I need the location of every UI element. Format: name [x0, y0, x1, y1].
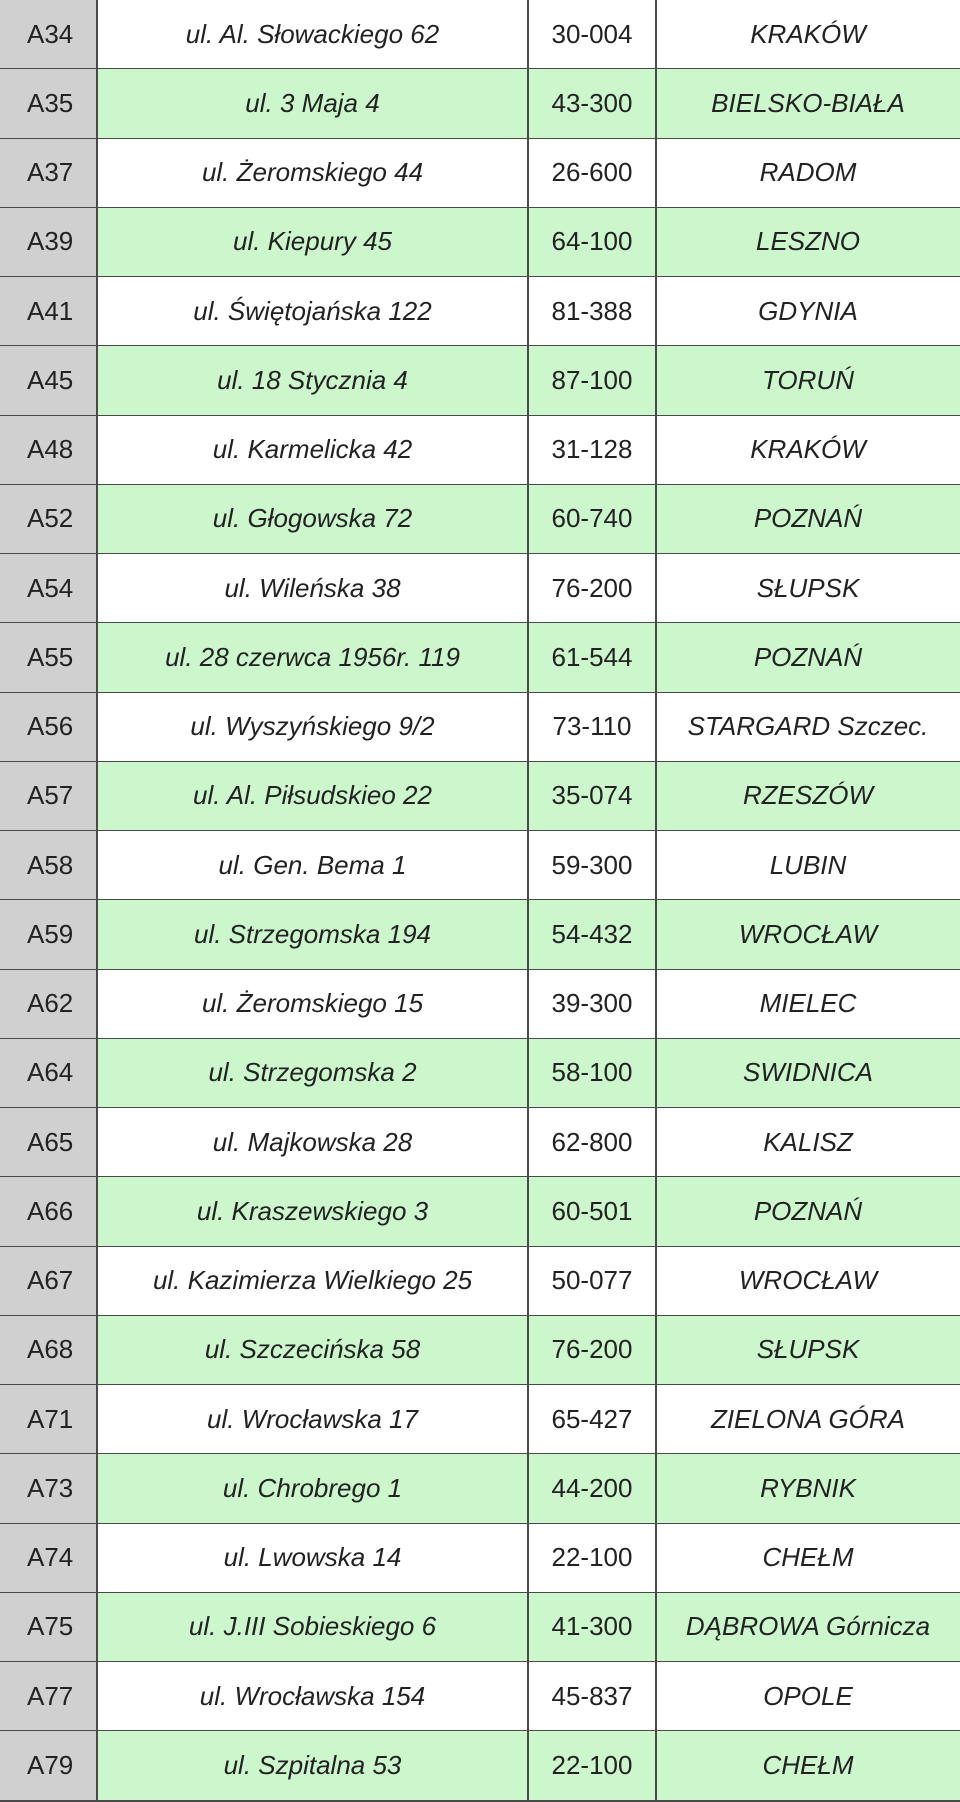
table-row	[0, 1385, 960, 1455]
city-name: POZNAŃ	[656, 485, 960, 553]
postal-code: 43-300	[528, 69, 656, 137]
city-name: LESZNO	[656, 208, 960, 276]
postal-code: 35-074	[528, 762, 656, 830]
street-address: ul. Karmelicka 42	[97, 416, 528, 484]
postal-code: 50-077	[528, 1247, 656, 1315]
table-row	[0, 1177, 960, 1247]
postal-code: 60-740	[528, 485, 656, 553]
table-row	[0, 900, 960, 970]
street-address: ul. Lwowska 14	[97, 1524, 528, 1592]
city-name: MIELEC	[656, 970, 960, 1038]
row-id: A73	[0, 1454, 97, 1522]
city-name: BIELSKO-BIAŁA	[656, 69, 960, 137]
row-id: A62	[0, 970, 97, 1038]
row-id: A68	[0, 1316, 97, 1384]
street-address: ul. Strzegomska 2	[97, 1039, 528, 1107]
street-address: ul. Al. Słowackiego 62	[97, 0, 528, 68]
postal-code: 54-432	[528, 900, 656, 968]
city-name: KRAKÓW	[656, 0, 960, 68]
row-id: A71	[0, 1385, 97, 1453]
street-address: ul. Kiepury 45	[97, 208, 528, 276]
city-name: SŁUPSK	[656, 1316, 960, 1384]
table-row	[0, 1039, 960, 1109]
row-id: A56	[0, 693, 97, 761]
row-id: A57	[0, 762, 97, 830]
street-address: ul. Kraszewskiego 3	[97, 1177, 528, 1245]
postal-code: 73-110	[528, 693, 656, 761]
postal-code: 41-300	[528, 1593, 656, 1661]
city-name: SWIDNICA	[656, 1039, 960, 1107]
table-row	[0, 1593, 960, 1663]
postal-code: 30-004	[528, 0, 656, 68]
table-row	[0, 277, 960, 347]
postal-code: 76-200	[528, 554, 656, 622]
table-row	[0, 1731, 960, 1801]
postal-code: 22-100	[528, 1524, 656, 1592]
postal-code: 39-300	[528, 970, 656, 1038]
table-row	[0, 693, 960, 763]
column-divider	[655, 0, 657, 1801]
table-row	[0, 1662, 960, 1732]
street-address: ul. Kazimierza Wielkiego 25	[97, 1247, 528, 1315]
row-id: A74	[0, 1524, 97, 1592]
city-name: POZNAŃ	[656, 623, 960, 691]
table-row	[0, 346, 960, 416]
postal-code: 45-837	[528, 1662, 656, 1730]
street-address: ul. Żeromskiego 44	[97, 139, 528, 207]
street-address: ul. Gen. Bema 1	[97, 831, 528, 899]
street-address: ul. Głogowska 72	[97, 485, 528, 553]
row-id: A39	[0, 208, 97, 276]
row-id: A34	[0, 0, 97, 68]
city-name: WROCŁAW	[656, 900, 960, 968]
postal-code: 22-100	[528, 1731, 656, 1799]
table-row	[0, 1316, 960, 1386]
street-address: ul. Al. Piłsudskieo 22	[97, 762, 528, 830]
row-id: A79	[0, 1731, 97, 1799]
table-row	[0, 416, 960, 486]
city-name: RADOM	[656, 139, 960, 207]
postal-code: 44-200	[528, 1454, 656, 1522]
city-name: TORUŃ	[656, 346, 960, 414]
table-row	[0, 0, 960, 70]
column-divider	[96, 0, 98, 1801]
city-name: LUBIN	[656, 831, 960, 899]
street-address: ul. Wyszyńskiego 9/2	[97, 693, 528, 761]
postal-code: 61-544	[528, 623, 656, 691]
table-row	[0, 831, 960, 901]
postal-code: 31-128	[528, 416, 656, 484]
city-name: KRAKÓW	[656, 416, 960, 484]
postal-code: 76-200	[528, 1316, 656, 1384]
city-name: STARGARD Szczec.	[656, 693, 960, 761]
street-address: ul. Chrobrego 1	[97, 1454, 528, 1522]
city-name: ZIELONA GÓRA	[656, 1385, 960, 1453]
city-name: GDYNIA	[656, 277, 960, 345]
city-name: SŁUPSK	[656, 554, 960, 622]
table-row	[0, 623, 960, 693]
city-name: DĄBROWA Górnicza	[656, 1593, 960, 1661]
city-name: OPOLE	[656, 1662, 960, 1730]
city-name: RYBNIK	[656, 1454, 960, 1522]
city-name: POZNAŃ	[656, 1177, 960, 1245]
row-id: A75	[0, 1593, 97, 1661]
row-id: A59	[0, 900, 97, 968]
row-id: A77	[0, 1662, 97, 1730]
column-divider	[527, 0, 529, 1801]
postal-code: 81-388	[528, 277, 656, 345]
postal-code: 65-427	[528, 1385, 656, 1453]
street-address: ul. Strzegomska 194	[97, 900, 528, 968]
street-address: ul. Szczecińska 58	[97, 1316, 528, 1384]
street-address: ul. 18 Stycznia 4	[97, 346, 528, 414]
street-address: ul. Wrocławska 154	[97, 1662, 528, 1730]
city-name: KALISZ	[656, 1108, 960, 1176]
row-id: A35	[0, 69, 97, 137]
table-row	[0, 762, 960, 832]
row-id: A64	[0, 1039, 97, 1107]
table-row	[0, 1454, 960, 1524]
postal-code: 64-100	[528, 208, 656, 276]
row-id: A55	[0, 623, 97, 691]
table-row	[0, 970, 960, 1040]
row-id: A67	[0, 1247, 97, 1315]
street-address: ul. Świętojańska 122	[97, 277, 528, 345]
postal-code: 58-100	[528, 1039, 656, 1107]
row-id: A54	[0, 554, 97, 622]
postal-code: 26-600	[528, 139, 656, 207]
row-id: A48	[0, 416, 97, 484]
table-row	[0, 69, 960, 139]
street-address: ul. Majkowska 28	[97, 1108, 528, 1176]
street-address: ul. J.III Sobieskiego 6	[97, 1593, 528, 1661]
table-row	[0, 1247, 960, 1317]
street-address: ul. 28 czerwca 1956r. 119	[97, 623, 528, 691]
city-name: WROCŁAW	[656, 1247, 960, 1315]
table-row	[0, 1108, 960, 1178]
street-address: ul. Wrocławska 17	[97, 1385, 528, 1453]
postal-code: 62-800	[528, 1108, 656, 1176]
street-address: ul. Żeromskiego 15	[97, 970, 528, 1038]
row-id: A41	[0, 277, 97, 345]
table-row	[0, 208, 960, 278]
table-row	[0, 1524, 960, 1594]
row-id: A45	[0, 346, 97, 414]
table-row	[0, 139, 960, 209]
row-id: A52	[0, 485, 97, 553]
row-id: A58	[0, 831, 97, 899]
postal-code: 60-501	[528, 1177, 656, 1245]
table-row	[0, 485, 960, 555]
postal-code: 59-300	[528, 831, 656, 899]
postal-code: 87-100	[528, 346, 656, 414]
city-name: RZESZÓW	[656, 762, 960, 830]
street-address: ul. Wileńska 38	[97, 554, 528, 622]
row-id: A65	[0, 1108, 97, 1176]
city-name: CHEŁM	[656, 1731, 960, 1799]
street-address: ul. 3 Maja 4	[97, 69, 528, 137]
street-address: ul. Szpitalna 53	[97, 1731, 528, 1799]
table-row	[0, 554, 960, 624]
city-name: CHEŁM	[656, 1524, 960, 1592]
row-id: A37	[0, 139, 97, 207]
row-id: A66	[0, 1177, 97, 1245]
